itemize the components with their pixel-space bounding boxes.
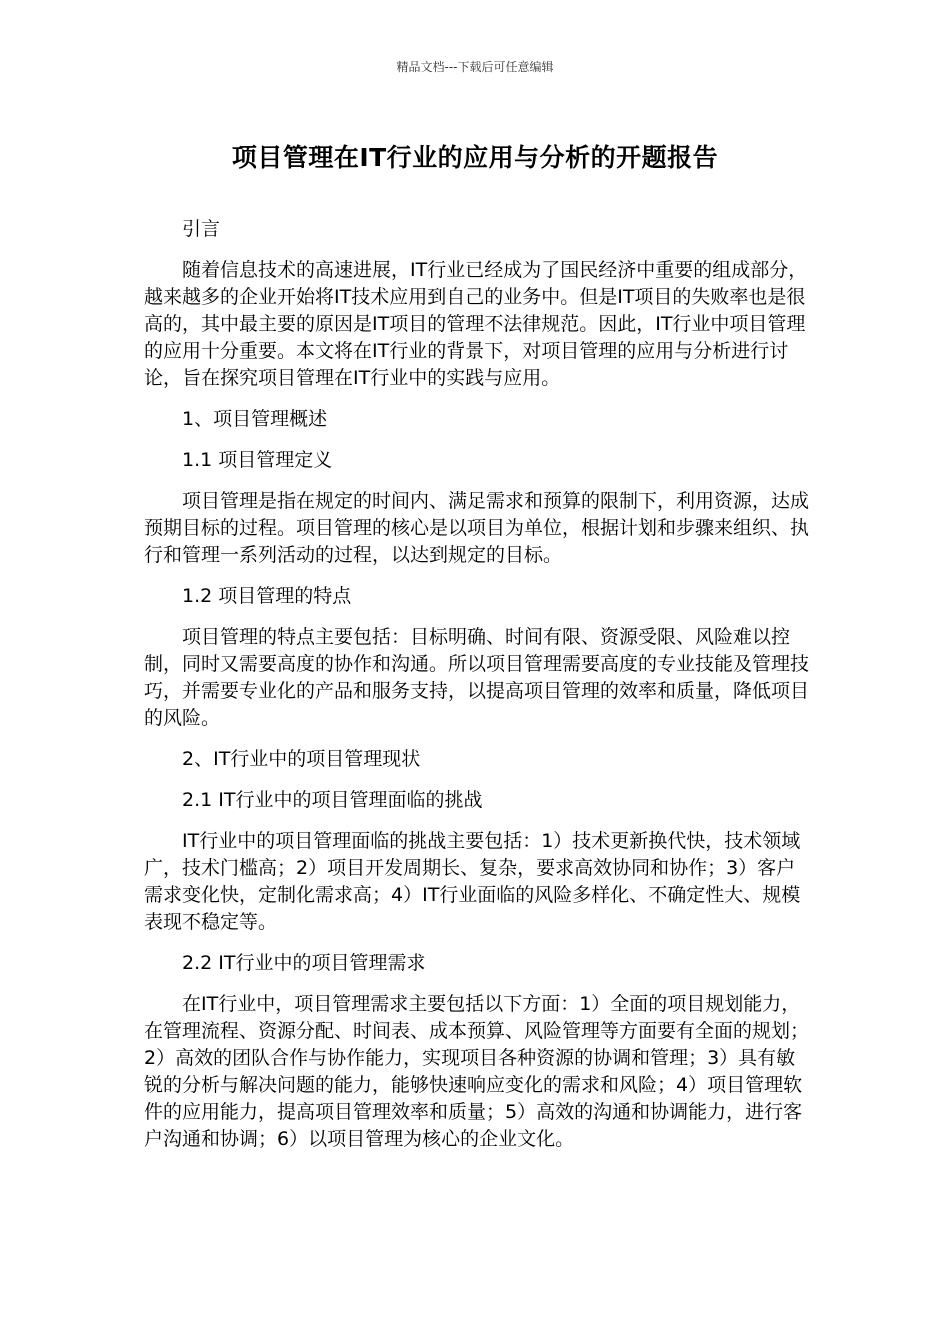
section-1-1-heading: 1.1 项目管理定义 [182, 449, 333, 471]
section-2-heading: 2、IT行业中的项目管理现状 [182, 748, 421, 770]
section-2-1-paragraph: IT行业中的项目管理面临的挑战主要包括：1）技术更新换代快，技术领域广，技术门槛高；2）项目开发周期长、复杂，要求高效协同和协作；3）客户需求变化快，定制化需求高；4）IT行业面临的风险多样化、不确定性大、规模表现不稳定等。 [144, 830, 801, 933]
section-1-2-heading: 1.2 项目管理的特点 [182, 585, 352, 607]
document-title: 项目管理在IT行业的应用与分析的开题报告 [231, 143, 719, 172]
intro-paragraph: 随着信息技术的高速进展，IT行业已经成为了国民经济中重要的组成部分，越来越多的企业开始将IT技术应用到自己的业务中。但是IT项目的失败率也是很高的，其中最主要的原因是IT项目的管理不法律规范。因此，IT行业中项目管理的应用十分重要。本文将在IT行业的背景下，对项目管理的应用与分析进行讨论，旨在探究项目管理在IT行业中的实践与应用。 [144, 259, 808, 389]
section-2-2-paragraph: 在IT行业中，项目管理需求主要包括以下方面：1）全面的项目规划能力，在管理流程、资源分配、时间表、成本预算、风险管理等方面要有全面的规划；2）高效的团队合作与协作能力，实现项目各种资源的协调和管理；3）具有敏锐的分析与解决问题的能力，能够快速响应变化的需求和风险；4）项目管理软件的应用能力，提高项目管理效率和质量；5）高效的沟通和协调能力，进行客户沟通和协调；6）以项目管理为核心的企业文化。 [144, 993, 810, 1150]
section-2-2-heading: 2.2 IT行业中的项目管理需求 [182, 952, 426, 974]
section-2-1-heading: 2.1 IT行业中的项目管理面临的挑战 [182, 789, 483, 811]
section-1-2-paragraph: 项目管理的特点主要包括：目标明确、时间有限、资源受限、风险难以控制，同时又需要高度的协作和沟通。所以项目管理需要高度的专业技能及管理技巧，并需要专业化的产品和服务支持，以提高项目管理的效率和质量，降低项目的风险。 [144, 626, 810, 729]
document-body [144, 216, 810, 1153]
page-header: 精品文档---下载后可任意编辑 [396, 60, 554, 74]
section-1-heading: 1、项目管理概述 [182, 408, 328, 430]
section-1-1-paragraph: 项目管理是指在规定的时间内、满足需求和预算的限制下，利用资源，达成预期目标的过程。项目管理的核心是以项目为单位，根据计划和步骤来组织、执行和管理一系列活动的过程，以达到规定的目标。 [144, 490, 810, 566]
intro-heading: 引言 [182, 218, 221, 240]
